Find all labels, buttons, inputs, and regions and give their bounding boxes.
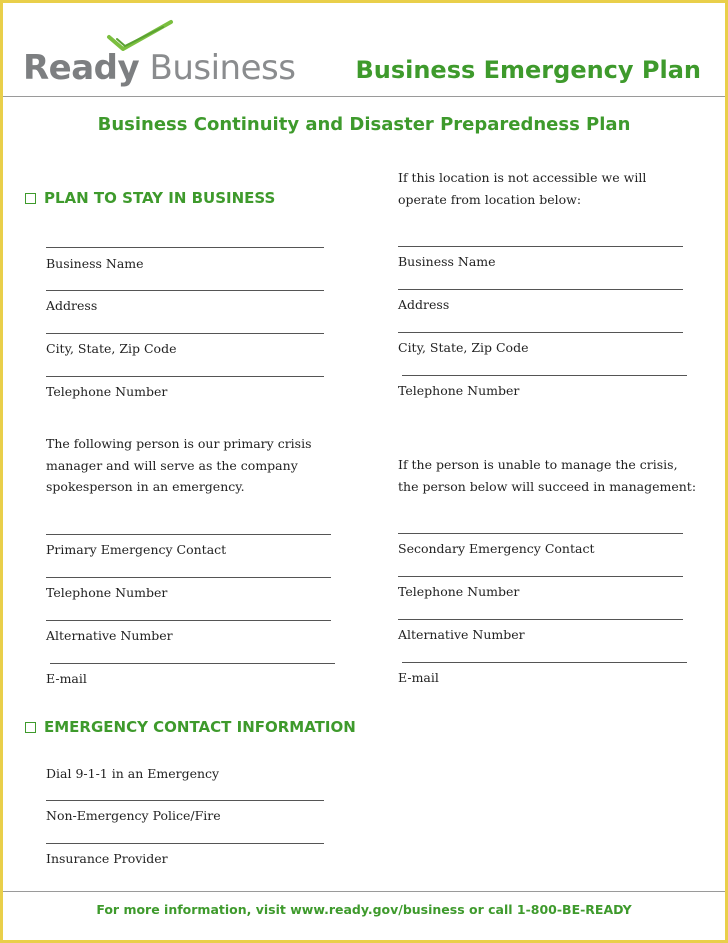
alt-address-label: Address: [398, 297, 450, 312]
logo-wordmark: [23, 48, 296, 88]
section-emergency-contact-label: EMERGENCY CONTACT INFORMATION: [44, 718, 356, 736]
business-name-label: Business Name: [46, 256, 144, 271]
secondary-telephone-field[interactable]: [398, 576, 683, 577]
footer-info: For more information, visit www.ready.gov/business or call 1-800-BE-READY: [96, 902, 632, 917]
secondary-alternative-label: Alternative Number: [398, 627, 525, 642]
city-state-zip-label: City, State, Zip Code: [46, 341, 177, 356]
secondary-telephone-label: Telephone Number: [398, 584, 520, 599]
primary-alternative-label: Alternative Number: [46, 628, 173, 643]
alt-business-name-field[interactable]: [398, 246, 683, 247]
alt-location-text: If this location is not accessible we will operate from location below:: [398, 170, 647, 207]
primary-contact-field[interactable]: [46, 534, 331, 535]
dial-911-label: Dial 9-1-1 in an Emergency: [46, 766, 220, 781]
insurance-label: Insurance Provider: [46, 851, 168, 866]
telephone-label: Telephone Number: [46, 384, 168, 399]
secondary-email-label: E-mail: [398, 670, 439, 685]
alt-city-state-zip-label: City, State, Zip Code: [398, 340, 529, 355]
alt-telephone-label: Telephone Number: [398, 383, 520, 398]
header-divider: [3, 96, 725, 97]
succession-text: If the person is unable to manage the crisis, the person below will succeed in management:: [398, 457, 697, 494]
secondary-email-field[interactable]: [402, 662, 687, 663]
footer-divider: [3, 891, 725, 892]
business-name-field[interactable]: [46, 247, 324, 248]
primary-telephone-label: Telephone Number: [46, 585, 168, 600]
insurance-field[interactable]: [46, 843, 324, 844]
logo-text-light: Business: [139, 48, 296, 88]
primary-alternative-field[interactable]: [46, 620, 331, 621]
alt-business-name-label: Business Name: [398, 254, 496, 269]
document-subtitle: Business Continuity and Disaster Preparedness Plan: [97, 114, 631, 135]
address-field[interactable]: [46, 290, 324, 291]
primary-email-field[interactable]: [50, 663, 335, 664]
primary-email-label: E-mail: [46, 671, 87, 686]
section-emergency-contact: [25, 718, 356, 736]
non-emergency-label: Non-Emergency Police/Fire: [46, 808, 221, 823]
telephone-field[interactable]: [46, 376, 324, 377]
city-state-zip-field[interactable]: [46, 333, 324, 334]
primary-telephone-field[interactable]: [46, 577, 331, 578]
alt-address-field[interactable]: [398, 289, 683, 290]
section-plan-to-stay-label: PLAN TO STAY IN BUSINESS: [44, 189, 276, 207]
secondary-contact-field[interactable]: [398, 533, 683, 534]
logo-text-bold: Ready: [23, 48, 140, 88]
non-emergency-field[interactable]: [46, 800, 324, 801]
primary-contact-label: Primary Emergency Contact: [46, 542, 227, 557]
ready-business-logo: [23, 17, 296, 93]
secondary-alternative-field[interactable]: [398, 619, 683, 620]
document-title: Business Emergency Plan: [355, 56, 701, 84]
section-checkbox[interactable]: [25, 722, 36, 733]
section-checkbox[interactable]: [25, 193, 36, 204]
crisis-manager-text: The following person is our primary crisis manager and will serve as the company spokesperson in an emergency.: [46, 436, 312, 494]
alt-telephone-field[interactable]: [402, 375, 687, 376]
address-label: Address: [46, 298, 98, 313]
secondary-contact-label: Secondary Emergency Contact: [398, 541, 595, 556]
alt-city-state-zip-field[interactable]: [398, 332, 683, 333]
section-plan-to-stay: [25, 189, 275, 207]
